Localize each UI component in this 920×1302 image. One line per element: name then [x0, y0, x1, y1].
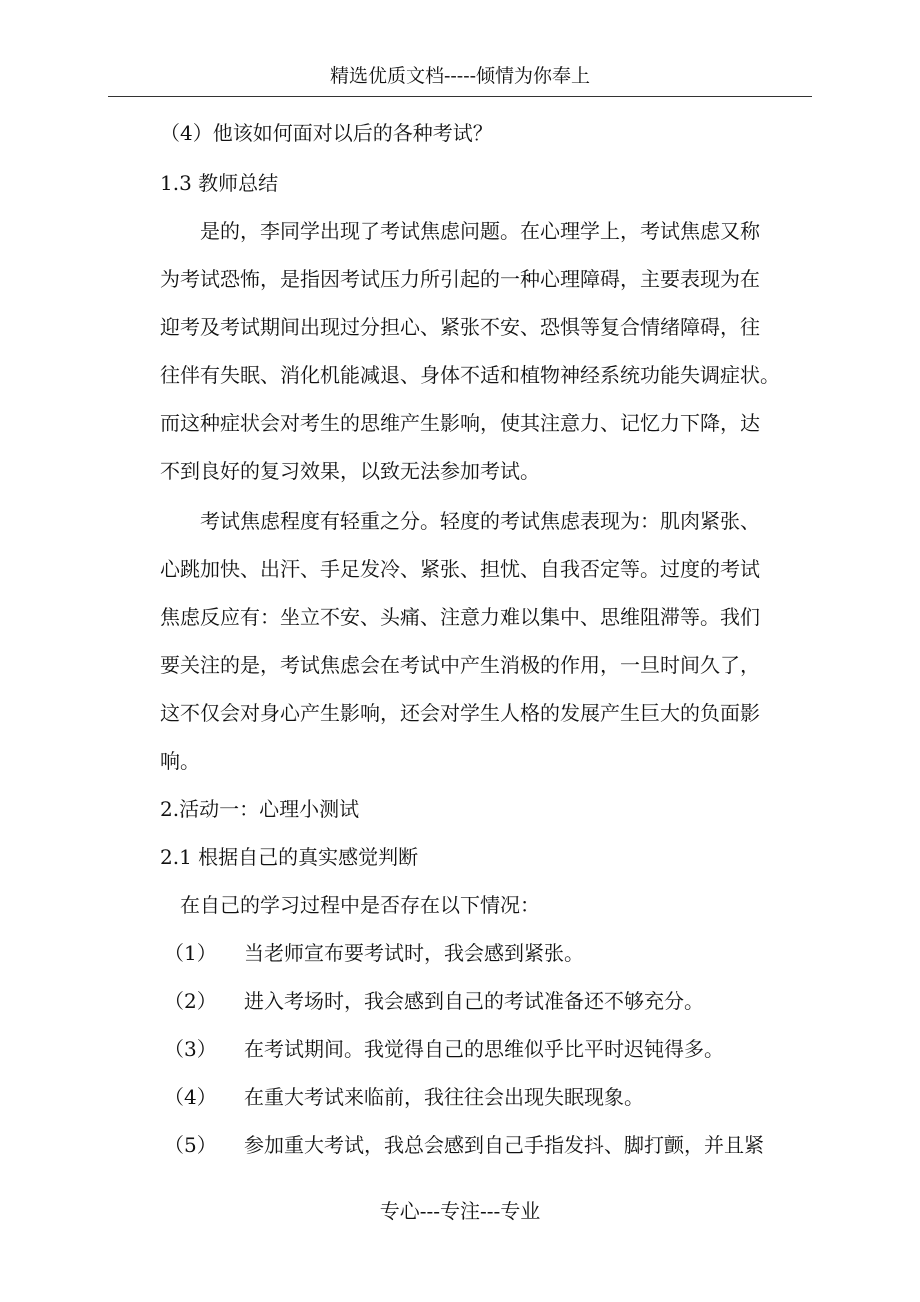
list-item-number: （1）: [164, 941, 217, 965]
paragraph-line: 为考试恐怖，是指因考试压力所引起的一种心理障碍，主要表现为在: [160, 267, 760, 291]
paragraph-line: 焦虑反应有：坐立不安、头痛、注意力难以集中、思维阻滞等。我们: [160, 605, 760, 629]
list-item-number: （4）: [164, 1085, 217, 1109]
paragraph-line: 往伴有失眠、消化机能减退、身体不适和植物神经系统功能失调症状。: [160, 363, 780, 387]
section-heading-2: 2.活动一：心理小测试: [160, 797, 360, 821]
list-item-number: （2）: [164, 989, 217, 1013]
section-heading-2-1: 2.1 根据自己的真实感觉判断: [160, 845, 419, 869]
page-header-title: 精选优质文档-----倾情为你奉上: [329, 65, 591, 87]
paragraph-line: 迎考及考试期间出现过分担心、紧张不安、恐惧等复合情绪障碍，往: [160, 315, 760, 339]
paragraph-line: 而这种症状会对考生的思维产生影响，使其注意力、记忆力下降，达: [160, 411, 760, 435]
list-item-text: 进入考场时，我会感到自己的考试准备还不够充分。: [244, 989, 704, 1013]
list-item-text: 在考试期间。我觉得自己的思维似乎比平时迟钝得多。: [244, 1037, 724, 1061]
paragraph-line: 考试焦虑程度有轻重之分。轻度的考试焦虑表现为：肌肉紧张、: [200, 509, 760, 533]
list-item-number: （3）: [164, 1037, 217, 1061]
section-heading-1-3: 1.3 教师总结: [160, 171, 279, 195]
list-item-text: 当老师宣布要考试时，我会感到紧张。: [244, 941, 584, 965]
paragraph-line: 是的，李同学出现了考试焦虑问题。在心理学上，考试焦虑又称: [200, 219, 760, 243]
page-footer: 专心---专注---专业: [379, 1199, 541, 1223]
list-intro: 在自己的学习过程中是否存在以下情况：: [180, 893, 540, 917]
list-item-text: 在重大考试来临前，我往往会出现失眠现象。: [244, 1085, 644, 1109]
paragraph-line: 要关注的是，考试焦虑会在考试中产生消极的作用，一旦时间久了，: [160, 653, 760, 677]
header-divider: [108, 96, 812, 97]
paragraph-line: 这不仅会对身心产生影响，还会对学生人格的发展产生巨大的负面影: [160, 701, 760, 725]
list-item-text: 参加重大考试，我总会感到自己手指发抖、脚打颤，并且紧: [244, 1133, 764, 1157]
list-item-number: （5）: [164, 1133, 217, 1157]
question-4: （4）他该如何面对以后的各种考试？: [160, 121, 493, 145]
paragraph-line: 响。: [160, 749, 200, 773]
paragraph-line: 不到良好的复习效果，以致无法参加考试。: [160, 459, 540, 483]
paragraph-line: 心跳加快、出汗、手足发冷、紧张、担忧、自我否定等。过度的考试: [160, 557, 760, 581]
